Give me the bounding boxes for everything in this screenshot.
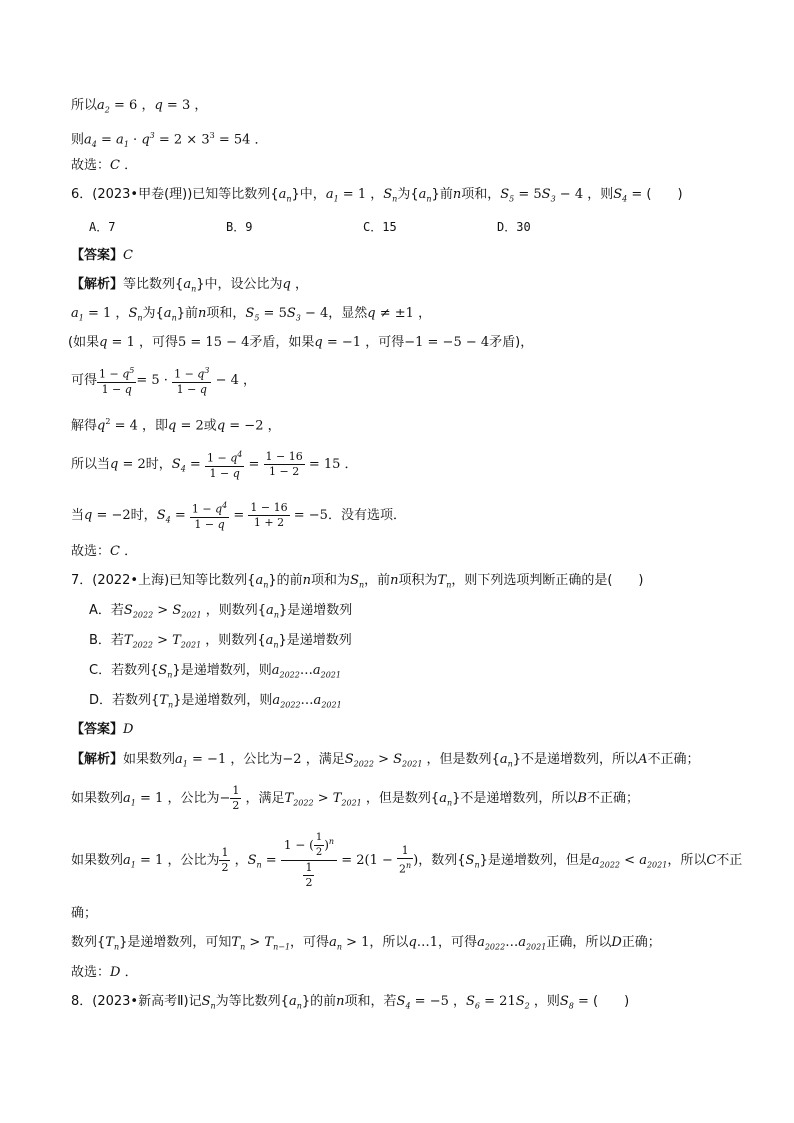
analysis-7-line1: 【解析】如果数列$a_1 = -1$ ，公比为−2 ，满足$S_{2022} > S_{2021}$ ，但是数列$\{a_n\}$不是递增数列，所以A不正确； — [71, 752, 700, 769]
option-6d: D．30 — [497, 220, 531, 234]
option-6a: A．7 — [89, 220, 116, 234]
analysis-7-line3: 如果数列$a_1 = 1$ ，公比为 $\frac{1}{2}$ ，$S_n$ = 1 − ( $\frac{1}{2}$ )$^n$ $\frac{1}{2}$ = 2(1 − $\frac{1}{2^n}$ )，数列$\{S_n\}$是递增数列，但是$a_{2022} < a_{2021}$，所以C不正 — [71, 832, 743, 889]
analysis-6-line4: 可得 $\frac{1 - q^5}{1 - q}$ = 5 · $\frac{1 - q^3}{1 - q}$ − 4 ， — [71, 366, 257, 396]
choice-6: 故选：C ． — [71, 544, 138, 559]
solution-line-a2-q: 所以$a_2 = 6$ ，q = 3 ， — [71, 98, 208, 115]
question-6: 6．(2023•甲卷(理))已知等比数列$\{a_n\}$中，$a_1 = 1$ ，$S_n$为$\{a_n\}$前n项和，$S_5 = 5S_3 - 4$ ，则$S_4$ = ( ) — [71, 187, 683, 204]
option-6c: C．15 — [363, 220, 397, 234]
answer-7: 【答案】D — [71, 722, 134, 737]
option-7c: C．若数列$\{S_n\}$是递增数列，则$a_{2022}\dots a_{2021}$ — [89, 663, 341, 680]
solution-line-a4: 则$a_4 = a_1 \cdot q^3 = 2 \times 3^3 = 54$ ． — [71, 131, 268, 149]
analysis-6-line6: 所以当q = 2时，$S_4$ = $\frac{1 - q^4}{1 - q}$ = $\frac{1 - 16}{1 - 2}$ = 15 ． — [71, 449, 358, 480]
analysis-6-line1: 【解析】等比数列$\{a_n\}$中，设公比为q ， — [71, 277, 308, 294]
answer-6: 【答案】C — [71, 248, 133, 263]
analysis-6-line5: 解得$q^2 = 4$ ，即q = 2或q = −2 ， — [71, 417, 281, 434]
choice-line: 故选：C ． — [71, 158, 138, 173]
analysis-7-line4: 数列$\{T_n\}$是递增数列，可知$T_n > T_{n-1}$，可得$a_n > 1$，所以q…1，可得$a_{2022}\dots a_{2021}$正确，所以D正确； — [71, 935, 661, 952]
option-7a: A．若$S_{2022} > S_{2021}$ ，则数列$\{a_n\}$是递增数列 — [89, 603, 353, 620]
analysis-6-line7: 当q = −2时，$S_4$ = $\frac{1 - q^4}{1 - q}$ = $\frac{1 - 16}{1 + 2}$ = −5．没有选项． — [71, 500, 406, 531]
analysis-7-line3-cont: 确； — [71, 906, 98, 921]
question-8: 8．(2023•新高考Ⅱ)记$S_n$为等比数列$\{a_n\}$的前n项和，若$S_4 = -5$ ，$S_6 = 21S_2$ ，则$S_8$ = ( ) — [71, 994, 630, 1011]
option-7b: B．若$T_{2022} > T_{2021}$ ，则数列$\{a_n\}$是递增数列 — [89, 633, 352, 650]
analysis-6-line2: $a_1 = 1$ ，$S_n$为$\{a_n\}$前n项和，$S_5 = 5S_3 - 4$，显然q ≠ ±1 ， — [71, 306, 432, 323]
analysis-7-line2: 如果数列$a_1 = 1$ ，公比为− $\frac{1}{2}$ ，满足$T_{2022} > T_{2021}$ ，但是数列$\{a_n\}$不是递增数列，所以B不正确； — [71, 784, 639, 812]
choice-7: 故选：D ． — [71, 965, 138, 980]
option-7d: D．若数列$\{T_n\}$是递增数列，则$a_{2022}\dots a_{2021}$ — [89, 693, 342, 710]
question-7: 7．(2022•上海)已知等比数列$\{a_n\}$的前n项和为$S_n$，前n项积为$T_n$，则下列选项判断正确的是( ) — [71, 573, 644, 590]
option-6b: B．9 — [226, 220, 253, 234]
analysis-6-line3: (如果q = 1 ，可得5 = 15 − 4矛盾，如果q = −1 ，可得−1 = −5 − 4矛盾)， — [68, 335, 534, 350]
